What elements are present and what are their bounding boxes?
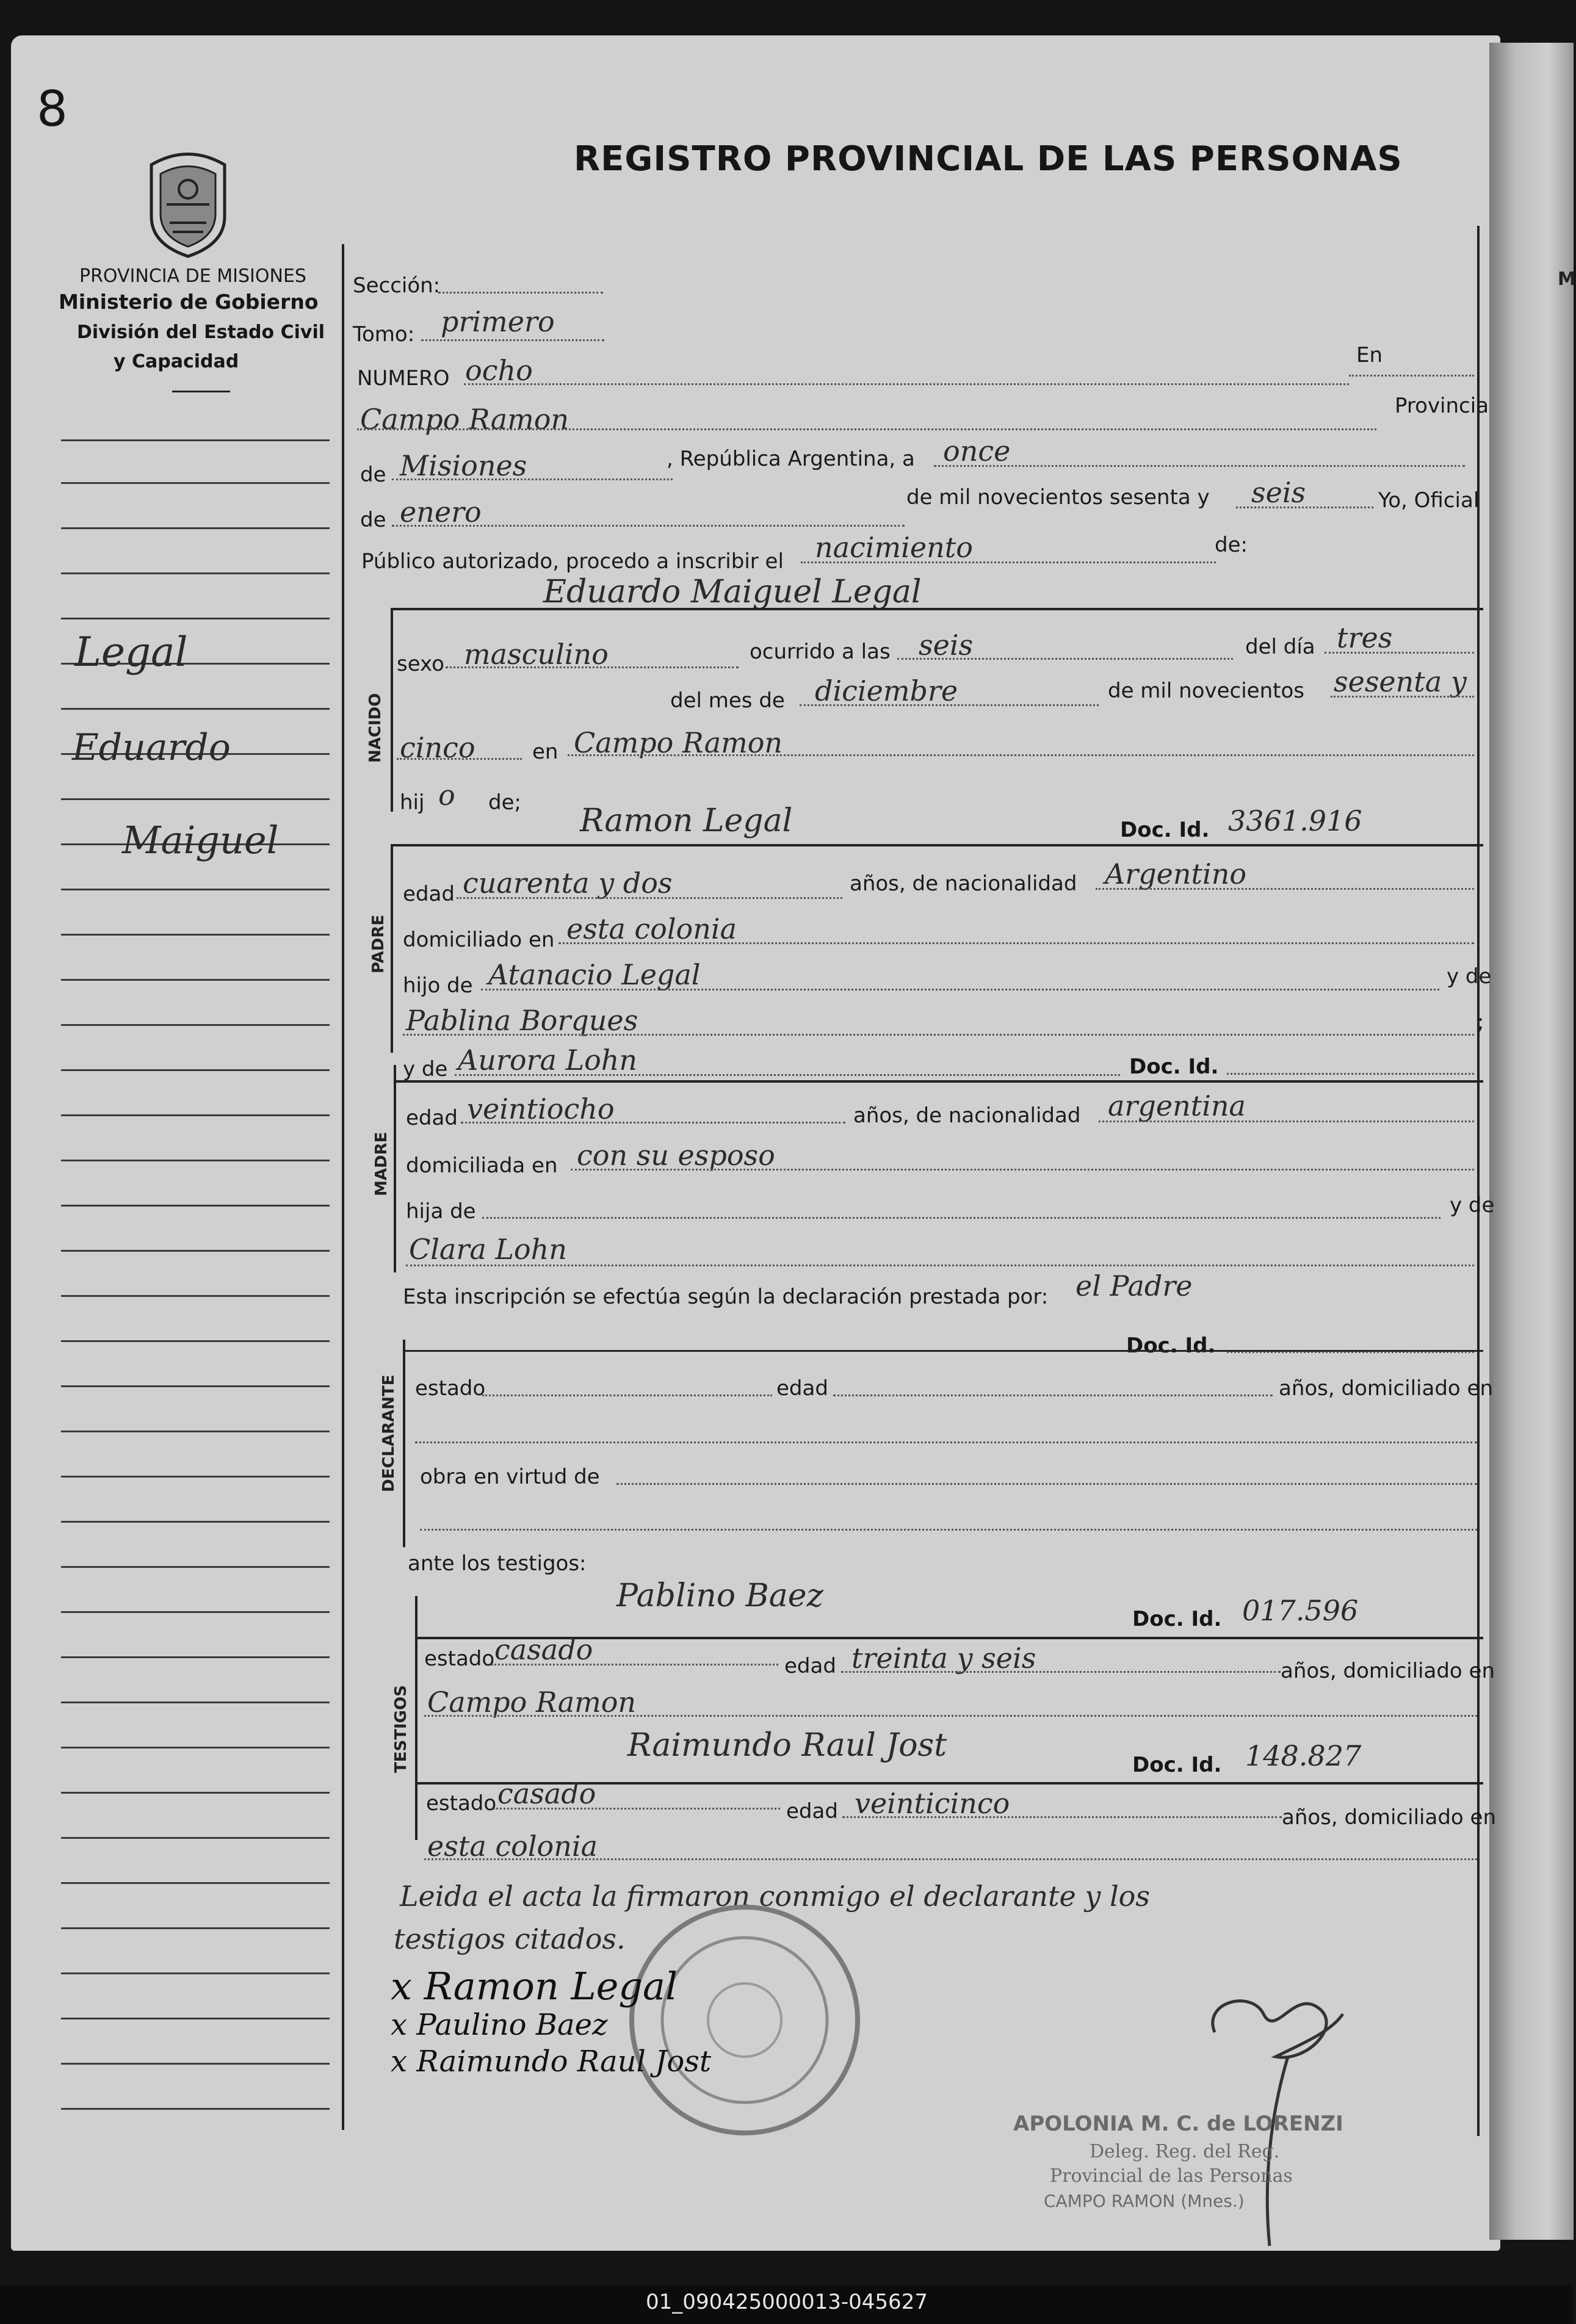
witness-2-doc-value: 148.827 — [1245, 1739, 1362, 1772]
father-nat-leader — [1096, 888, 1474, 890]
division-header-2: y Capacidad — [114, 351, 239, 372]
semicolon-label: ; — [1477, 1010, 1484, 1034]
witness-1-age-label: edad — [784, 1654, 836, 1678]
day-leader — [934, 465, 1465, 467]
mother-home-value: con su esposo — [577, 1139, 775, 1172]
del-mes-label: del mes de — [670, 688, 785, 713]
sexo-label: sexo — [397, 652, 444, 676]
testigos-rule — [415, 1596, 417, 1840]
father-name-value: Ramon Legal — [580, 803, 793, 839]
mother-home-leader — [571, 1169, 1474, 1171]
year-birth-value-1: sesenta y — [1334, 665, 1467, 698]
tomo-label: Tomo: — [353, 322, 415, 347]
margin-rule — [61, 1972, 330, 1974]
nacido-top-rule — [391, 608, 1483, 610]
declarant-doc-label: Doc. Id. — [1126, 1333, 1216, 1358]
margin-rule — [61, 2018, 330, 2019]
margin-rule — [61, 1250, 330, 1252]
mother-nat-value: argentina — [1108, 1089, 1246, 1122]
year-birth-2-leader — [397, 758, 522, 760]
witness-2-name-value: Raimundo Raul Jost — [627, 1727, 947, 1764]
margin-middle-name: Maiguel — [122, 818, 279, 862]
margin-rule — [61, 979, 330, 981]
witness-2-home-leader — [424, 1858, 1477, 1860]
witness-2-state-value: casado — [497, 1777, 596, 1810]
hour-value: seis — [919, 629, 974, 662]
stamp-line-2: Deleg. Reg. del Reg. — [1090, 2141, 1280, 2162]
year-birth-value-2: cinco — [400, 731, 475, 764]
en-lower-label: en — [532, 740, 558, 764]
witness-2-age-leader — [842, 1816, 1282, 1818]
declarant-value: el Padre — [1075, 1269, 1193, 1302]
madre-rule — [394, 1065, 396, 1272]
margin-rule — [61, 798, 330, 800]
spine-mark: M — [1558, 269, 1576, 290]
margin-rule — [61, 1431, 330, 1432]
margin-first-name: Eduardo — [72, 726, 231, 769]
margin-rule — [61, 1114, 330, 1116]
father-age-leader — [457, 897, 842, 899]
declarant-state-label: estado — [415, 1376, 486, 1401]
father-home-label: domiciliado en — [403, 928, 555, 952]
en-label: En — [1356, 343, 1383, 367]
declarant-home-label: años, domiciliado en — [1279, 1376, 1493, 1401]
hijo-de-label: hijo de — [403, 973, 473, 998]
margin-rule — [61, 1521, 330, 1523]
margin-rule — [61, 572, 330, 574]
witness-1-doc-value: 017.596 — [1242, 1594, 1359, 1627]
witness-2-home-value: esta colonia — [427, 1830, 598, 1863]
mother-parent-leader — [482, 1217, 1440, 1219]
stamp-line-3: Provincial de las Personas — [1050, 2165, 1293, 2187]
day-birth-leader — [1325, 652, 1474, 654]
margin-rule — [61, 1837, 330, 1839]
mother-age-label: edad — [406, 1106, 458, 1130]
hija-de-label: hija de — [406, 1199, 476, 1224]
witness-1-name-value: Pablino Baez — [616, 1578, 823, 1614]
padre-top-rule — [391, 844, 1483, 846]
mother-name-value: Aurora Lohn — [458, 1044, 638, 1077]
ministry-header: Ministerio de Gobierno — [59, 290, 319, 314]
mother-home-label: domiciliada en — [406, 1153, 558, 1178]
father-doc-value: 3361.916 — [1228, 804, 1362, 837]
mother-parent-value: Clara Lohn — [409, 1233, 567, 1266]
witness-1-state-label: estado — [424, 1647, 495, 1671]
folio-number: 8 — [37, 81, 68, 137]
act-value: nacimiento — [815, 531, 973, 564]
margin-rule — [61, 1160, 330, 1161]
margin-rule — [61, 1340, 330, 1342]
margin-rule — [61, 1927, 330, 1929]
province-value: Misiones — [400, 449, 527, 482]
child-name-value: Eduardo Maiguel Legal — [543, 574, 922, 610]
numero-leader — [464, 383, 1349, 385]
republica-label: , República Argentina, a — [667, 447, 915, 471]
margin-rule — [61, 1566, 330, 1568]
sesenta-label: de mil novecientos sesenta y — [906, 485, 1210, 510]
section-padre: PADRE — [369, 914, 388, 973]
seccion-leader — [438, 292, 603, 294]
witness-2-state-label: estado — [426, 1791, 497, 1816]
numero-label: NUMERO — [357, 366, 450, 391]
obra-leader-2 — [420, 1529, 1477, 1531]
sex-value: masculino — [464, 638, 609, 671]
hour-leader — [897, 658, 1233, 660]
declarant-state-leader — [482, 1395, 772, 1396]
margin-rule — [61, 1385, 330, 1387]
signature-2: x Paulino Baez — [391, 2008, 608, 2042]
declarant-age-label: edad — [776, 1376, 828, 1401]
witness-1-age-value: treinta y seis — [851, 1642, 1036, 1675]
margin-rule — [61, 1656, 330, 1658]
publico-label: Público autorizado, procedo a inscribir el — [361, 549, 784, 574]
day-value: once — [943, 435, 1011, 467]
witness-1-home-value: Campo Ramon — [427, 1686, 637, 1719]
provincia-label: Provincia — [1395, 394, 1489, 418]
margin-rule — [61, 2108, 330, 2110]
father-parent-2-value: Pablina Borques — [406, 1004, 638, 1037]
tomo-leader — [421, 339, 604, 341]
signature-1: x Ramon Legal — [391, 1964, 678, 2008]
father-home-value: esta colonia — [566, 912, 737, 945]
declarante-rule — [403, 1340, 405, 1547]
coat-of-arms-icon — [139, 146, 237, 259]
place-leader — [357, 428, 1376, 430]
hij-suffix-value: o — [438, 779, 455, 812]
witness-2-home-label: años, domiciliado en — [1282, 1805, 1496, 1830]
witness-1-home-label: años, domiciliado en — [1281, 1659, 1495, 1683]
mother-doc-leader — [1227, 1073, 1474, 1075]
ocurrido-label: ocurrido a las — [750, 640, 891, 664]
witness-1-home-leader — [424, 1715, 1477, 1717]
mother-age-value: veintiocho — [467, 1092, 615, 1125]
de-colon-label: de: — [1215, 533, 1248, 557]
father-home-leader — [558, 942, 1474, 944]
hij-label: hij — [400, 790, 425, 815]
margin-rule — [61, 1882, 330, 1884]
padre-rule — [391, 845, 393, 1053]
mother-doc-label: Doc. Id. — [1129, 1055, 1219, 1079]
month-leader — [392, 525, 905, 527]
header-divider — [172, 391, 230, 392]
witness-2-age-label: edad — [786, 1799, 838, 1824]
closing-line-2: testigos citados. — [394, 1922, 626, 1955]
day-birth-value: tres — [1337, 621, 1393, 654]
de-label-2: de — [360, 508, 386, 532]
obra-leader — [616, 1483, 1477, 1485]
section-declarante: DECLARANTE — [380, 1374, 398, 1492]
stamp-line-1: APOLONIA M. C. de LORENZI — [1013, 2112, 1343, 2136]
section-madre: MADRE — [372, 1131, 391, 1196]
del-dia-label: del día — [1245, 635, 1315, 659]
margin-rule — [61, 1205, 330, 1207]
witness-1-state-value: casado — [494, 1633, 593, 1666]
margin-rule — [61, 708, 330, 710]
obra-label: obra en virtud de — [420, 1465, 600, 1489]
en-leader — [1349, 375, 1474, 377]
nacido-rule — [391, 610, 393, 812]
book-spine — [1489, 43, 1574, 2240]
father-nat-label: años, de nacionalidad — [850, 872, 1077, 896]
province-header: PROVINCIA DE MISIONES — [79, 265, 306, 287]
section-nacido: NACIDO — [366, 693, 385, 763]
image-label: 01_090425000013-045627 — [646, 2290, 928, 2314]
sex-leader — [446, 666, 739, 668]
margin-rule — [61, 1611, 330, 1613]
witness-1-state-leader — [491, 1664, 778, 1665]
y-de-label-3: y de — [1450, 1193, 1495, 1218]
mother-name-leader — [455, 1074, 1120, 1076]
father-age-value: cuarenta y dos — [463, 867, 673, 900]
birth-place-leader — [568, 754, 1474, 756]
witness-1-age-leader — [841, 1671, 1281, 1673]
father-parent-1-leader — [481, 989, 1439, 991]
inscripcion-label: Esta inscripción se efectúa según la declaración prestada por: — [403, 1285, 1049, 1309]
tomo-value: primero — [441, 305, 555, 338]
province-leader — [392, 478, 673, 480]
stamp-line-4: CAMPO RAMON (Mnes.) — [1044, 2191, 1245, 2211]
mother-age-leader — [461, 1122, 845, 1124]
declarant-home-leader — [415, 1442, 1477, 1443]
ante-label: ante los testigos: — [408, 1551, 587, 1576]
father-doc-label: Doc. Id. — [1120, 818, 1210, 842]
month-birth-leader — [800, 704, 1099, 706]
month-birth-value: diciembre — [815, 674, 958, 707]
witness-2-state-leader — [493, 1808, 780, 1810]
act-leader — [801, 561, 1216, 563]
father-age-label: edad — [403, 882, 455, 906]
birth-place-value: Campo Ramon — [574, 726, 783, 759]
margin-rule — [61, 527, 330, 529]
seccion-label: Sección: — [353, 273, 441, 298]
numero-value: ocho — [465, 354, 533, 387]
margin-rule — [61, 1024, 330, 1026]
mother-nat-label: años, de nacionalidad — [853, 1103, 1081, 1128]
margin-rule — [61, 1792, 330, 1794]
year-birth-leader — [1331, 696, 1474, 698]
year-suffix-leader — [1236, 507, 1373, 508]
witness-1-doc-label: Doc. Id. — [1132, 1607, 1222, 1631]
division-header-1: División del Estado Civil — [77, 322, 325, 343]
margin-rule — [61, 1476, 330, 1478]
year-suffix-value: seis — [1251, 476, 1306, 509]
margin-rule — [61, 2063, 330, 2065]
margin-rule — [61, 1747, 330, 1748]
margin-rule — [61, 889, 330, 890]
margin-rule — [61, 1295, 330, 1297]
document-title: REGISTRO PROVINCIAL DE LAS PERSONAS — [574, 139, 1403, 179]
declarante-top-rule — [403, 1350, 1483, 1352]
declarant-age-leader — [833, 1395, 1273, 1396]
closing-line-1: Leida el acta la firmaron conmigo el declarante y los — [400, 1880, 1150, 1913]
mother-nat-leader — [1099, 1120, 1474, 1122]
mother-parent-2-leader — [406, 1265, 1474, 1266]
y-de-label-1: y de — [1447, 964, 1492, 989]
de-semicolon-label: de; — [488, 790, 521, 815]
margin-rule — [61, 439, 330, 441]
father-parent-2-leader — [403, 1034, 1474, 1036]
father-nat-value: Argentino — [1105, 857, 1247, 890]
witness-2-age-value: veinticinco — [855, 1787, 1010, 1820]
margin-rule — [61, 482, 330, 484]
yo-oficial-label: Yo, Oficial — [1378, 488, 1480, 513]
madre-top-rule — [394, 1080, 1483, 1083]
witness-2-doc-label: Doc. Id. — [1132, 1753, 1222, 1777]
margin-rule — [61, 1069, 330, 1071]
y-de-label-2: y de — [403, 1057, 448, 1081]
margin-rule — [61, 1702, 330, 1703]
de-label-1: de — [360, 463, 386, 487]
margin-rule — [61, 618, 330, 619]
main-left-rule — [342, 244, 344, 2130]
father-parent-1-value: Atanacio Legal — [488, 958, 701, 991]
month-value: enero — [400, 496, 482, 529]
signature-3: x Raimundo Raul Jost — [391, 2044, 712, 2079]
section-testigos: TESTIGOS — [392, 1685, 410, 1773]
official-seal-icon — [623, 1898, 867, 2142]
place-value: Campo Ramon — [360, 403, 569, 436]
de-mil-nov-label: de mil novecientos — [1108, 679, 1304, 703]
margin-surname: Legal — [74, 629, 188, 676]
margin-rule — [61, 934, 330, 936]
